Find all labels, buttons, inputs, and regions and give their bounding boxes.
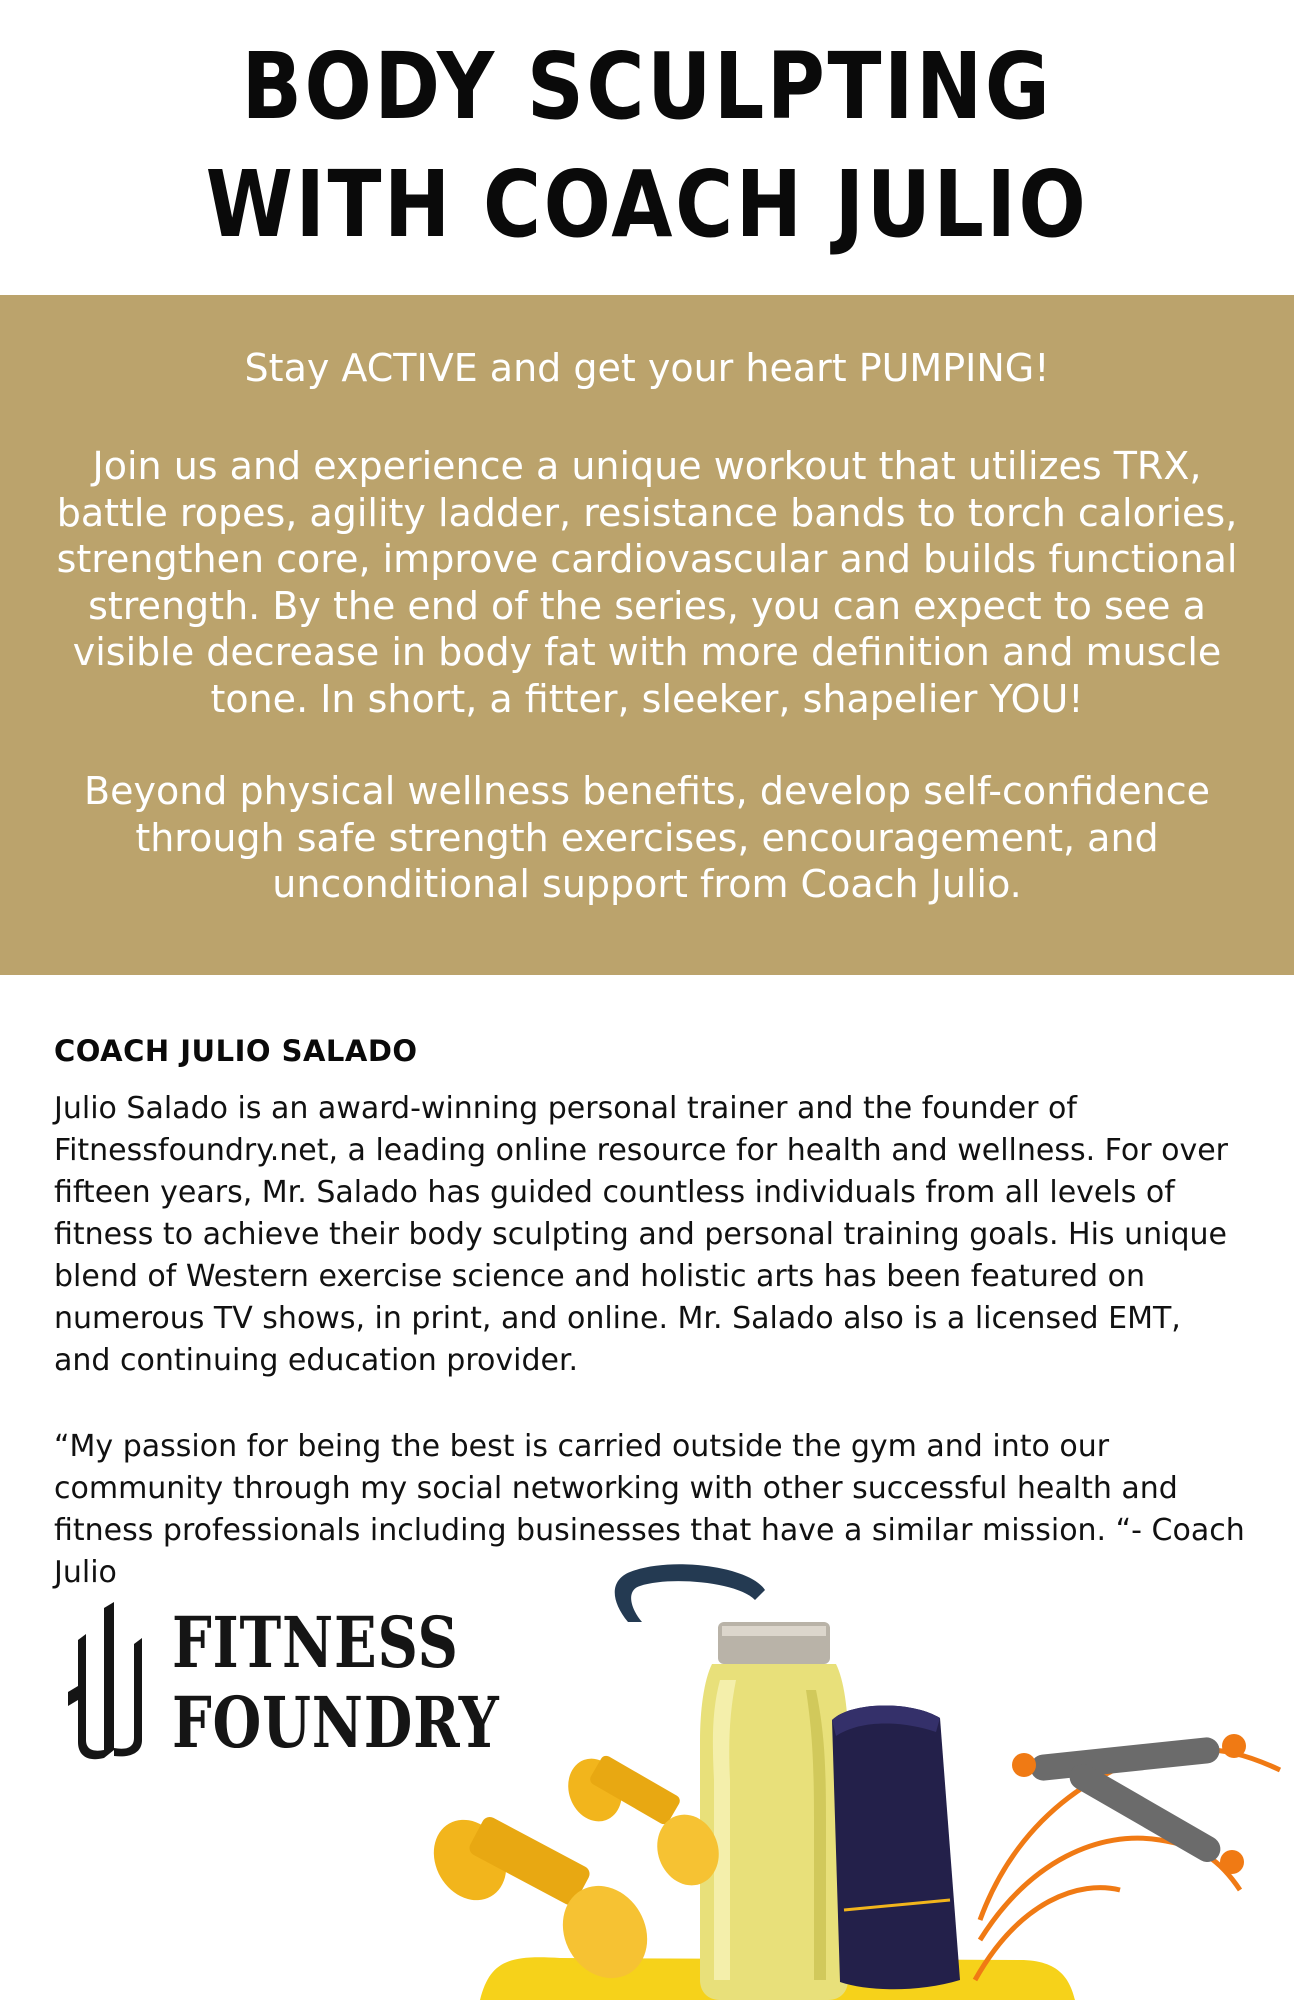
bio-line: blend of Western exercise science and holistic arts has been featured on xyxy=(54,1259,1145,1294)
logo-word-fitness: FITNESS xyxy=(172,1601,459,1684)
jump-rope-icon xyxy=(975,1734,1280,1980)
quote-line: fitness professionals including businesses that have a similar mission. “- Coach xyxy=(54,1513,1245,1548)
intro-line: visible decrease in body fat with more definition and muscle xyxy=(72,630,1222,674)
towel-icon xyxy=(832,1705,960,1989)
title-line-1: BODY SCULPTING xyxy=(241,33,1053,140)
intro-line: tone. In short, a fitter, sleeker, shapelier YOU! xyxy=(210,676,1084,721)
intro-line: Join us and experience a unique workout that utilizes TRX, xyxy=(92,444,1202,488)
benefits-line: Beyond physical wellness benefits, develop self-confidence xyxy=(84,769,1210,813)
benefits-line: through safe strength exercises, encouragement, and xyxy=(135,815,1159,860)
intro-line: battle ropes, agility ladder, resistance bands to torch calories, xyxy=(56,490,1238,535)
benefits-line: unconditional support from Coach Julio. xyxy=(272,862,1022,906)
trident-icon xyxy=(64,1600,154,1770)
title-line-2: WITH COACH JULIO xyxy=(205,151,1089,258)
intro-description xyxy=(30,443,1264,722)
intro-benefits xyxy=(30,768,1264,908)
bio-line: Julio Salado is an award-winning personal trainer and the founder of xyxy=(54,1091,1077,1126)
page-title xyxy=(91,28,1204,264)
intro-line: strengthen core, improve cardiovascular and builds functional xyxy=(56,537,1238,581)
bio-line: numerous TV shows, in print, and online. Mr. Salado also is a licensed EMT, xyxy=(54,1301,1181,1336)
bio-line: fifteen years, Mr. Salado has guided countless individuals from all levels of xyxy=(54,1175,1175,1210)
gym-equipment-illustration xyxy=(420,1560,1294,2000)
quote-line: community through my social networking with other successful health and xyxy=(54,1471,1178,1506)
coach-bio xyxy=(54,1088,1240,1382)
coach-heading: COACH JULIO SALADO xyxy=(54,1034,418,1068)
quote-line: Julio xyxy=(54,1555,117,1590)
bio-line: Fitnessfoundry.net, a leading online resource for health and wellness. For over xyxy=(54,1133,1228,1168)
intro-line: strength. By the end of the series, you can expect to see a xyxy=(88,583,1206,628)
dumbbell-icon xyxy=(420,1751,729,1994)
quote-line: “My passion for being the best is carried outside the gym and into our xyxy=(54,1429,1110,1464)
logo-word-foundry: FOUNDRY xyxy=(172,1681,500,1764)
bio-line: and continuing education provider. xyxy=(54,1343,579,1378)
intro-tagline xyxy=(30,345,1264,392)
bio-line: fitness to achieve their body sculpting and personal training goals. His unique xyxy=(54,1217,1227,1252)
tagline-text: Stay ACTIVE and get your heart PUMPING! xyxy=(244,346,1050,390)
